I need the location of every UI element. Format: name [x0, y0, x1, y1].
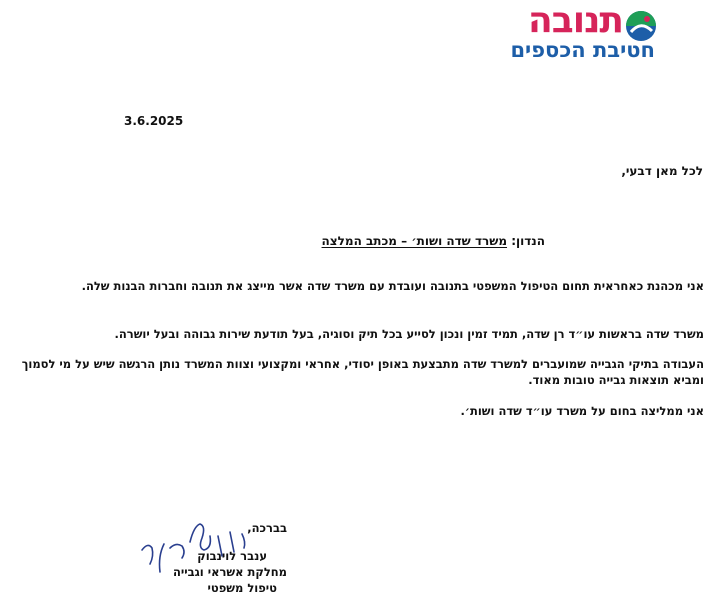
subject-line — [322, 233, 545, 249]
subject-prefix: הנדון: — [511, 234, 545, 248]
signatory-name: ענבר לוינבוק — [197, 549, 267, 563]
salutation: לכל מאן דבעי, — [621, 164, 703, 178]
paragraph-1: אני מכהנת כאחראית תחום הטיפול המשפטי בתנובה ועובדת עם משרד שדה אשר מייצג את תנובה וחברות הבנות שלה. — [81, 279, 704, 293]
handwritten-signature — [130, 512, 260, 592]
tnuva-logo — [437, 2, 657, 64]
paragraph-4: אני ממליצה בחום על משרד עו״ד שדה ושות׳. — [460, 404, 704, 418]
signatory-role-2: טיפול משפטי — [207, 581, 277, 595]
paragraph-2: משרד שדה בראשות עו״ד רן שדה, תמיד זמין ונכון לסייע בכל תיק וסוגיה, בעל תודעת שירות גבוהה ובעל יושרה. — [114, 327, 704, 341]
letter-date: 3.6.2025 — [124, 114, 184, 128]
logo-word: תנובה — [528, 0, 623, 41]
subject-title: משרד שדה ושות׳ – מכתב המלצה — [321, 234, 508, 248]
paragraph-3-text: העבודה בתיקי הגבייה שמועברים למשרד שדה מתבצעת באופן יסודי, אחראי ומקצועי וצוות המשרד נותן הרגשה שיש על מי לסמוך ומביא תוצאות גבייה טובות מאוד. — [21, 357, 704, 387]
signatory-role-1: מחלקת אשראי וגבייה — [172, 565, 287, 579]
closing-greeting: בברכה, — [247, 521, 287, 535]
paragraph-3 — [14, 356, 704, 388]
logo-subtitle: חטיבת הכספים — [510, 38, 655, 62]
